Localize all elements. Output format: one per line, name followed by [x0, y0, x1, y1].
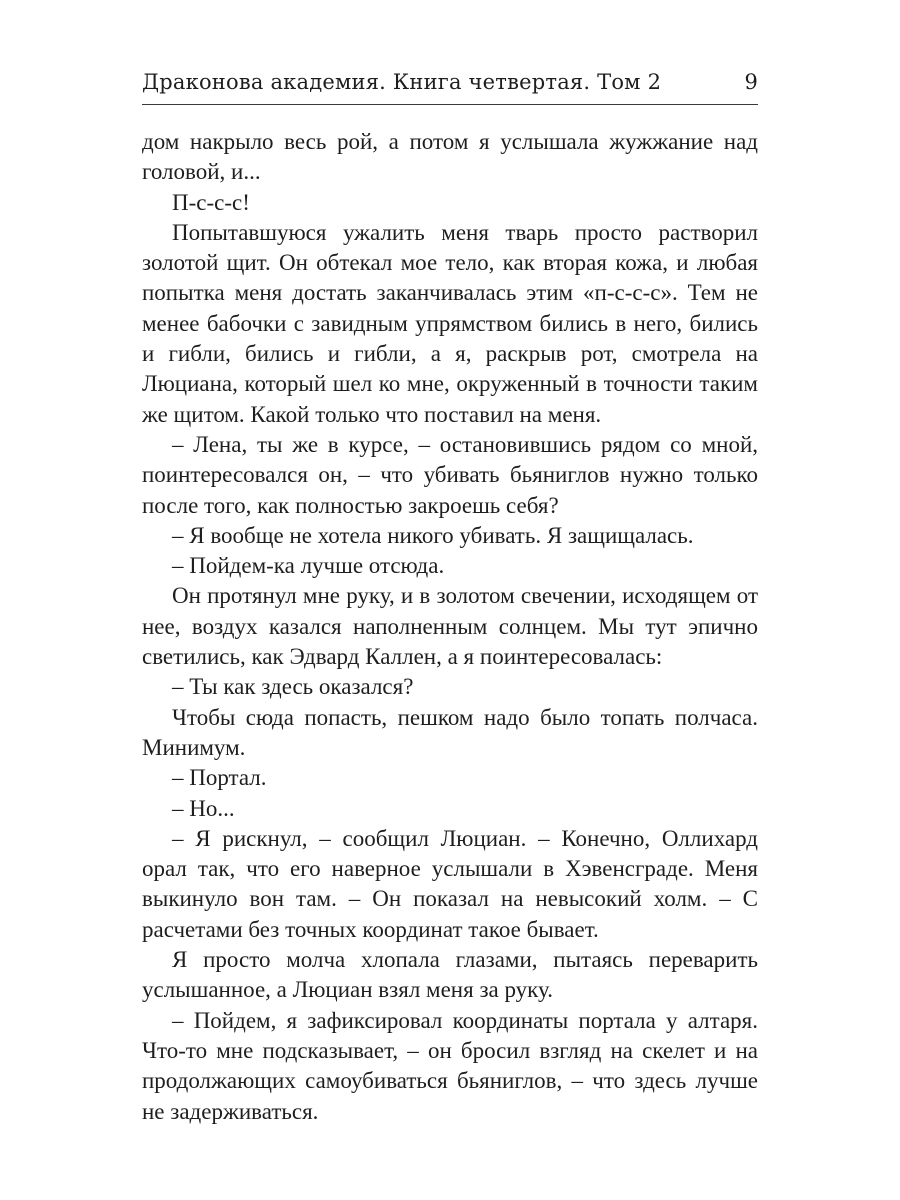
header-rule: [142, 104, 758, 105]
paragraph: П-с-с-с!: [172, 189, 250, 215]
dialogue-paragraph: – Пойдем, я зафиксировал координаты портала у алтаря. Что-то мне подсказывает, – он бросил взгляд на скелет и на продолжающих самоубиваться бьяниглов, – что здесь лучше не задерживаться.: [142, 1007, 758, 1124]
dialogue-paragraph: – Лена, ты же в курсе, – остановившись рядом со мной, поинтересовался он, – что убивать бьяниглов нужно только после того, как полностью закроешь себя?: [142, 431, 758, 518]
paragraph: Попытавшуюся ужалить меня тварь просто растворил золотой щит. Он обтекал мое тело, как вторая кожа, и любая попытка меня достать заканчивалась этим «п-с-с-с». Тем не менее бабочки с завидным упрямством бились в него, бились и гибли, бились и гибли, а я, раскрыв рот, смотрела на Люциана, который шел ко мне, окруженный в точности таким же щитом. Какой только что поставил на меня.: [142, 219, 758, 427]
dialogue-paragraph: – Но...: [172, 795, 235, 821]
paragraph: Я просто молча хлопала глазами, пытаясь переварить услышанное, а Люциан взял меня за руку.: [142, 947, 758, 1003]
dialogue-paragraph: – Я рискнул, – сообщил Люциан. – Конечно, Оллихард орал так, что его наверное услышали в Хэвенсграде. Меня выкинуло вон там. – Он показал на невысокий холм. – С расчетами без точных координат такое бывает.: [142, 825, 758, 942]
paragraph: дом накрыло весь рой, а потом я услышала жужжание над головой, и...: [142, 129, 758, 185]
running-title: Драконова академия. Книга четвертая. Том 2: [142, 70, 662, 94]
dialogue-paragraph: – Я вообще не хотела никого убивать. Я защищалась.: [172, 522, 694, 548]
paragraph: Чтобы сюда попасть, пешком надо было топать полчаса. Минимум.: [142, 704, 758, 760]
page-number: 9: [744, 70, 758, 94]
dialogue-paragraph: – Ты как здесь оказался?: [172, 674, 414, 700]
dialogue-paragraph: – Портал.: [172, 765, 267, 791]
dialogue-paragraph: – Пойдем-ка лучше отсюда.: [172, 553, 445, 579]
running-head: [142, 66, 758, 102]
body-text: [142, 127, 758, 1127]
paragraph: Он протянул мне руку, и в золотом свечении, исходящем от нее, воздух казался наполненным солнцем. Мы тут эпично светились, как Эдвард Каллен, а я поинтересовалась:: [142, 583, 758, 670]
